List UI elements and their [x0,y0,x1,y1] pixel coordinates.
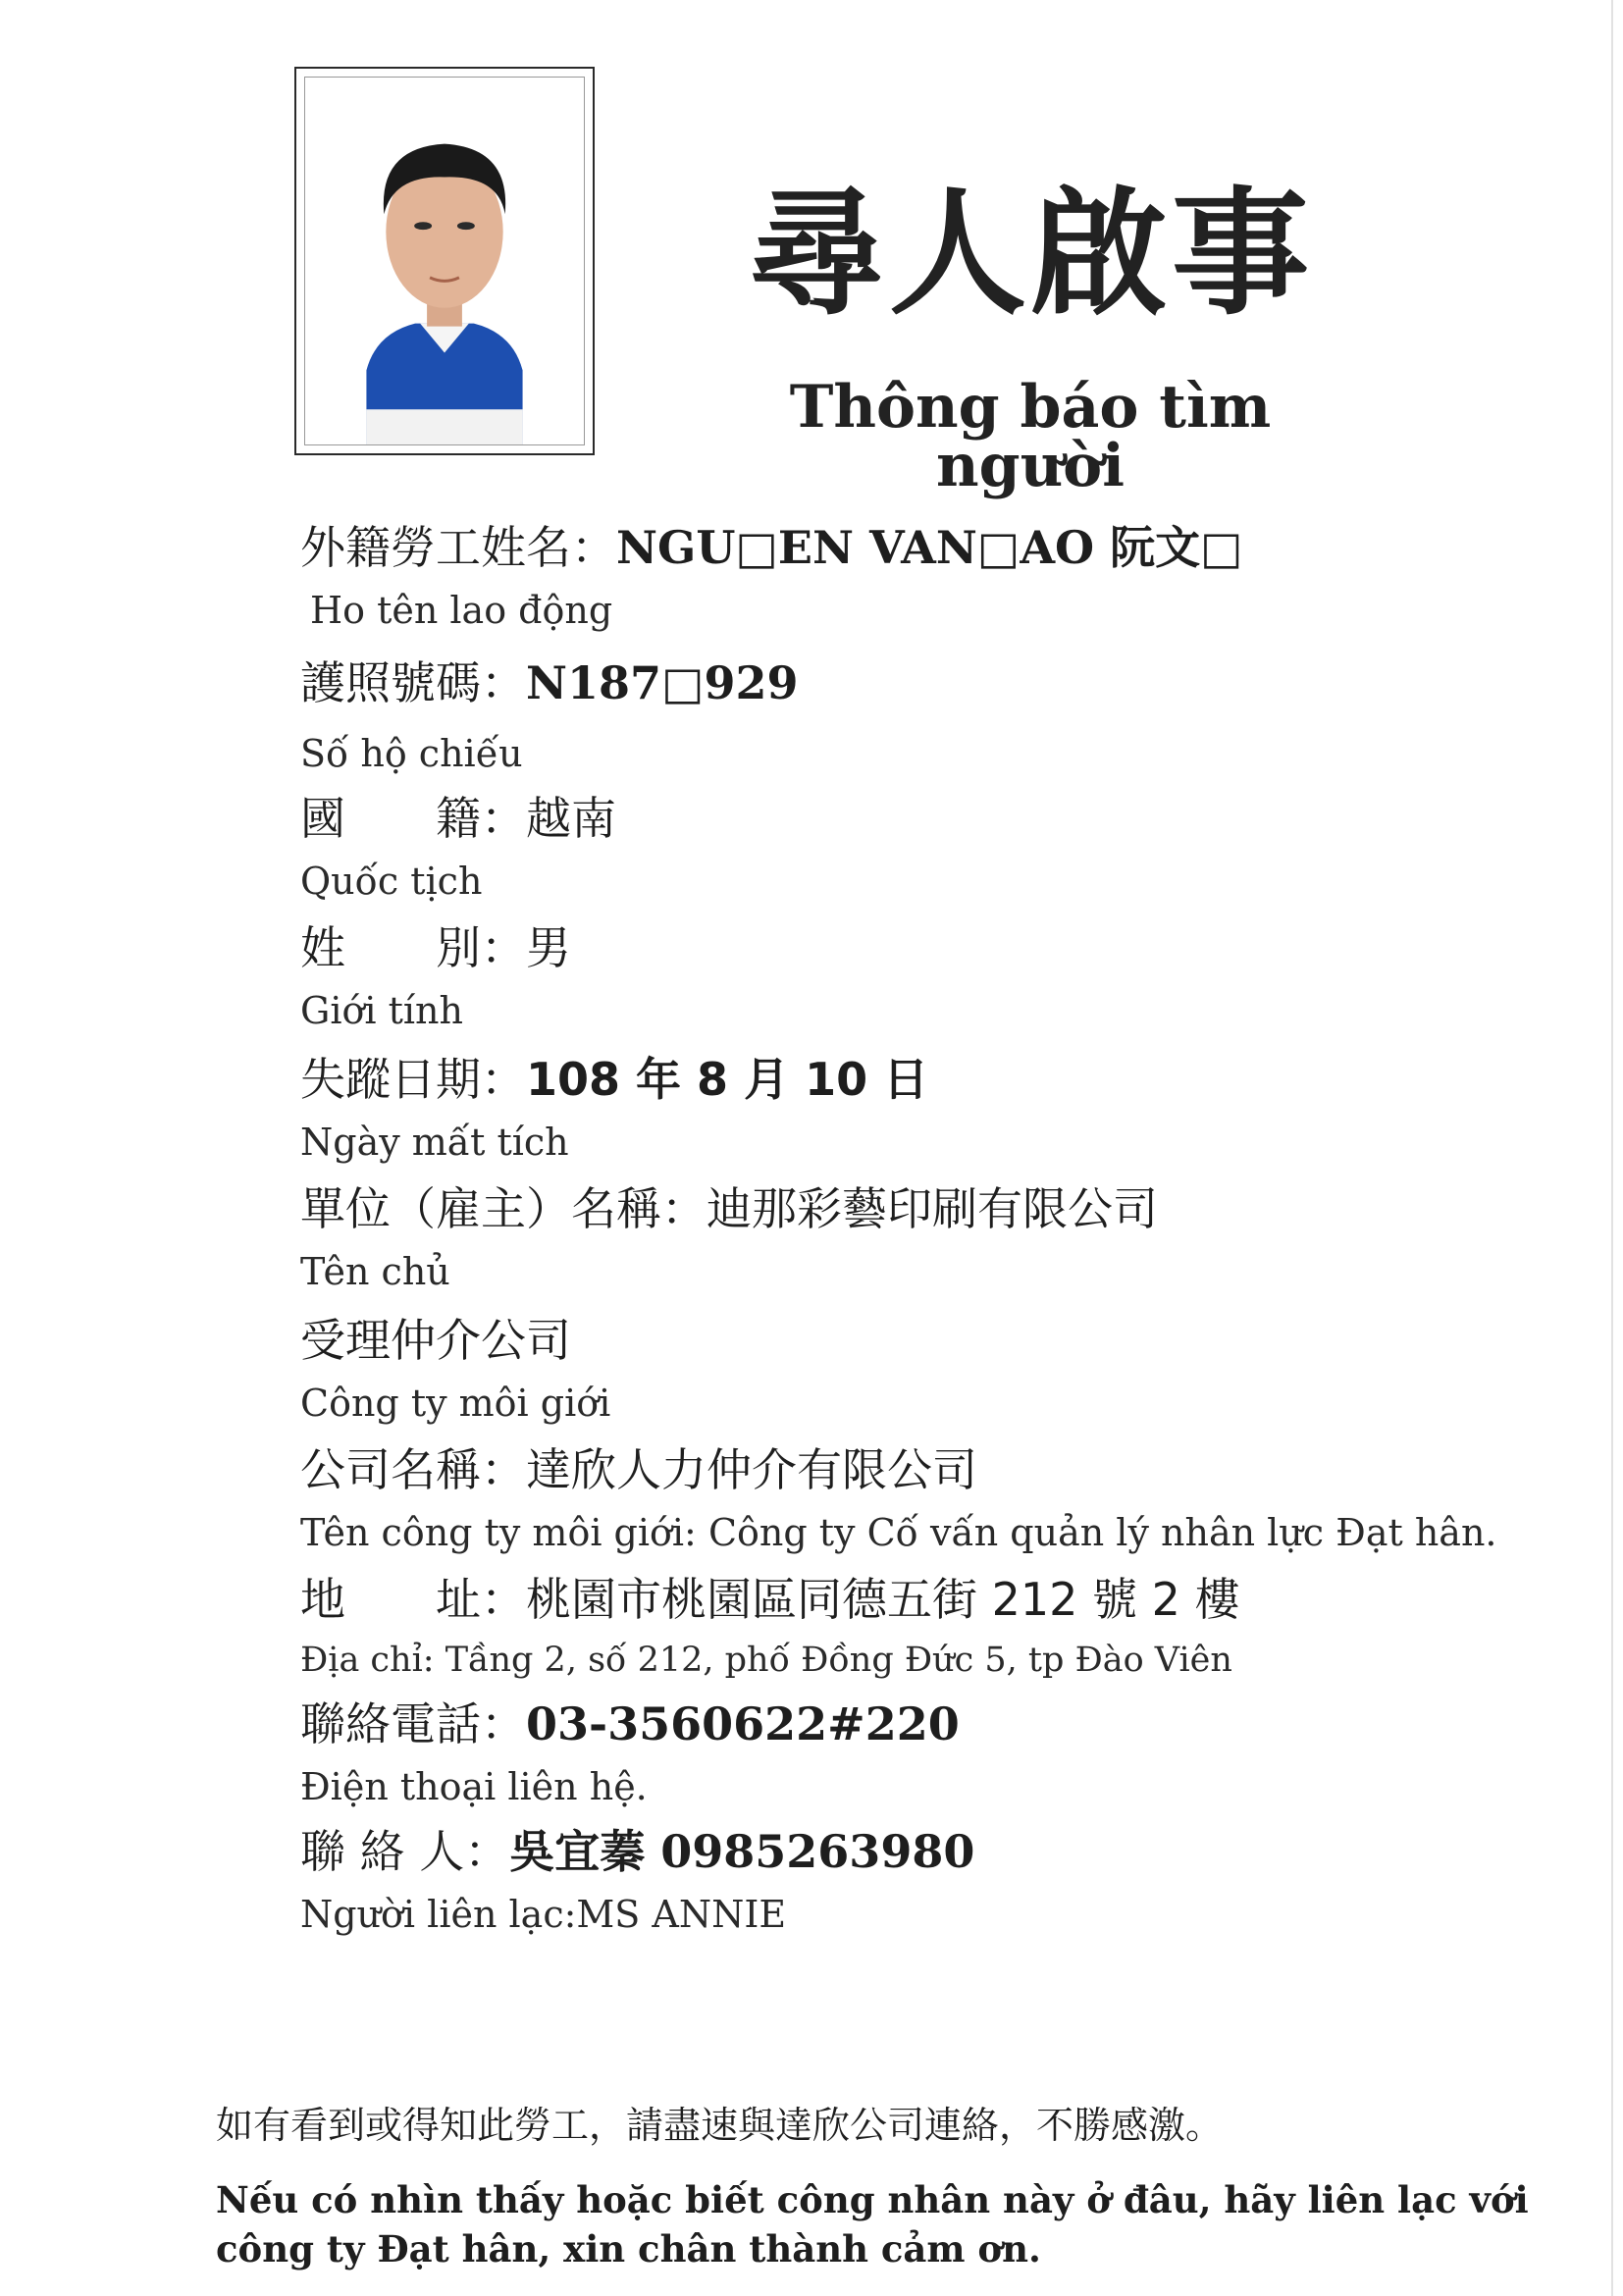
footer-notice [216,2095,1570,2274]
field-separator: ： [571,521,616,574]
field-value: NGU□EN VAN□AO 阮文□ [616,521,1243,574]
field-value: 吳宜蓁 0985263980 [509,1825,975,1878]
field-separator: ： [481,1573,526,1626]
field-agency-name [294,1443,1570,1554]
field-value: 03-3560622#220 [526,1697,960,1750]
field-separator: ： [661,1182,707,1235]
field-separator: ： [481,792,526,845]
field-label-vi: Giới tính [300,989,463,1032]
field-label-vi: Số hộ chiếu [300,732,523,775]
field-value: 迪那彩藝印刷有限公司 [707,1182,1158,1235]
field-agency-heading [294,1314,1570,1425]
photo-frame [294,67,595,455]
field-label: 姓 別 [300,921,481,974]
field-label: 聯絡電話 [300,1697,481,1750]
field-separator: ： [481,921,526,974]
field-phone [294,1697,1570,1808]
scan-edge-divider [1611,0,1613,2296]
footer-text-zh: 如有看到或得知此勞工，請盡速與達欣公司連絡，不勝感激。 [216,2104,1224,2147]
field-label: 國 籍 [300,792,481,845]
field-label: 外籍勞工姓名 [300,521,571,574]
field-missing-date [294,1053,1570,1164]
field-separator: ： [481,1443,526,1496]
field-worker-name [294,521,1570,632]
field-separator: ： [464,1825,510,1878]
field-label: 受理仲介公司 [300,1314,571,1367]
field-employer [294,1182,1570,1293]
field-separator: ： [481,1697,526,1750]
field-value: 達欣人力仲介有限公司 [526,1443,977,1496]
info-fields [294,521,1570,1936]
field-label-vi: Tên chủ [300,1250,450,1293]
field-label: 公司名稱 [300,1443,481,1496]
field-label: 單位（雇主）名稱 [300,1182,661,1235]
footer-text-vi-2: công ty Đạt hân, xin chân thành cảm ơn. [216,2226,1041,2270]
field-separator: ： [481,656,526,709]
field-address [294,1573,1570,1680]
field-label: 護照號碼 [300,656,481,709]
footer-text-vi-1: Nếu có nhìn thấy hoặc biết công nhân này ở đâu, hãy liên lạc với [216,2178,1529,2221]
field-label-vi: Địa chỉ: Tầng 2, số 212, phố Đồng Đức 5, tp Đào Viên [300,1641,1232,1680]
field-value: N187□929 [526,656,799,709]
field-label: 失蹤日期 [300,1053,481,1106]
field-label-vi: Công ty môi giới [300,1382,611,1425]
field-label-vi: Người liên lạc:MS ANNIE [300,1893,787,1936]
field-value: 男 [526,921,571,974]
page-subtitle: Thông báo tìm người [789,373,1272,500]
person-photo-icon [304,77,585,445]
field-gender [294,921,1570,1032]
field-label-vi: Ngày mất tích [300,1121,569,1164]
field-label-vi: Tên công ty môi giới: Công ty Cố vấn quản lý nhân lực Đạt hân. [300,1511,1497,1554]
field-value: 桃園市桃園區同德五街 212 號 2 樓 [526,1573,1240,1626]
field-contact-person [294,1825,1570,1936]
field-value: 108 年 8 月 10 日 [526,1053,929,1106]
field-separator: ： [481,1053,526,1106]
field-label: 聯 絡 人 [300,1825,465,1878]
field-nationality [294,792,1570,903]
field-label: 地 址 [300,1573,481,1626]
field-label-vi: Quốc tịch [300,860,483,903]
field-label-vi: Ho tên lao động [310,589,613,632]
field-value: 越南 [526,792,616,845]
field-label-vi: Điện thoại liên hệ. [300,1765,648,1808]
page-title: 尋人啟事 [747,175,1313,335]
field-passport [294,656,1570,775]
